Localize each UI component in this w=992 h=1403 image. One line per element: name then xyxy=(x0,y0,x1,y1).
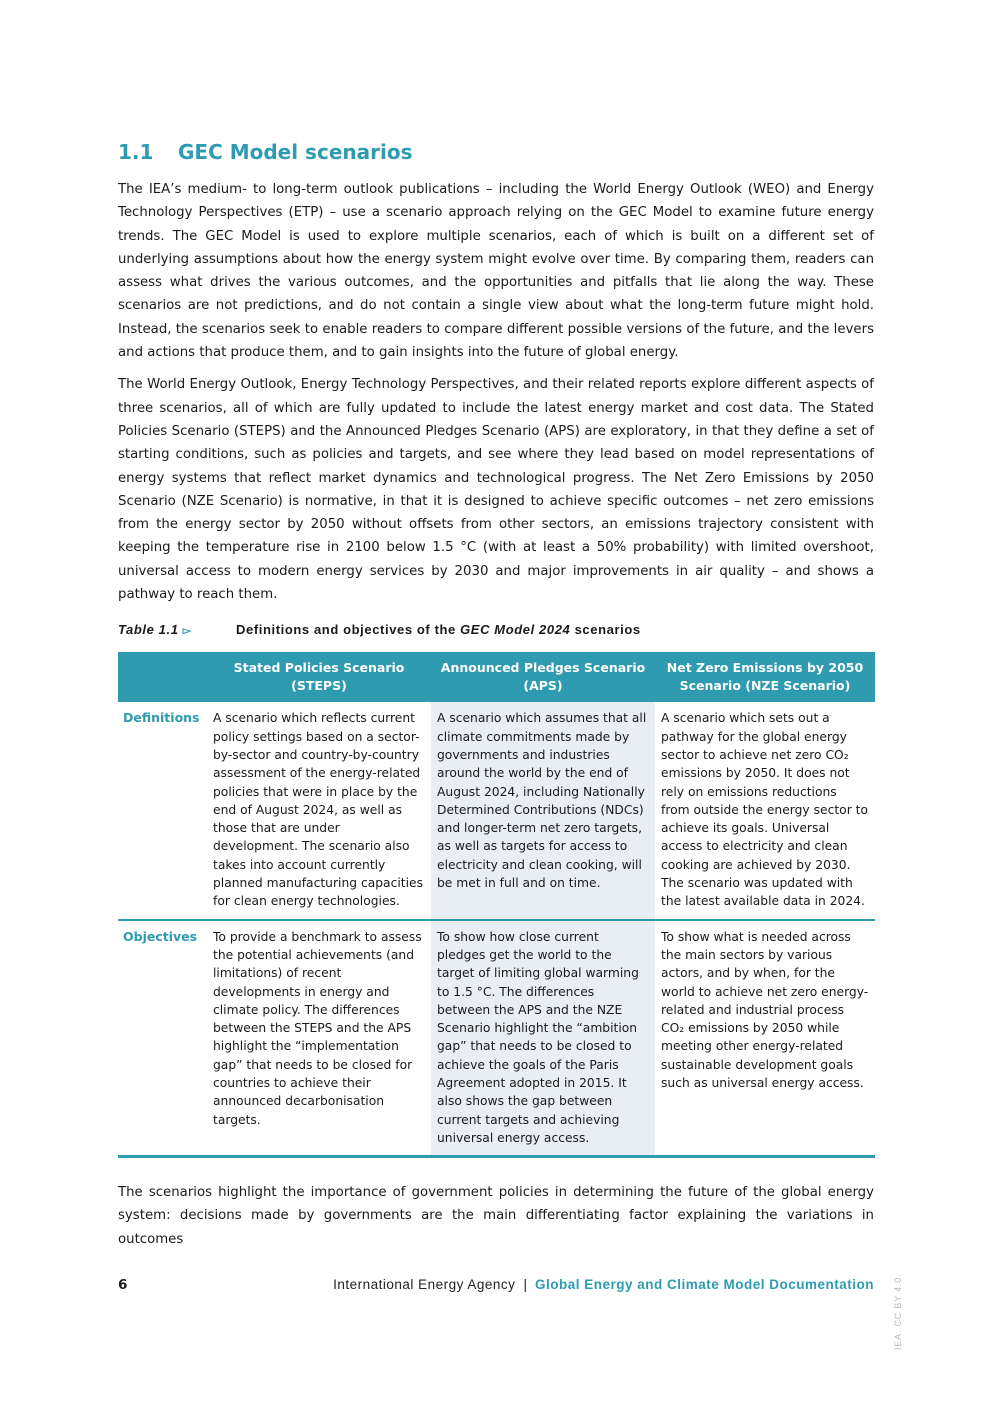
table-number-wrap xyxy=(118,622,236,637)
page-footer xyxy=(118,1277,874,1297)
page-content xyxy=(118,140,874,1260)
header-steps: Stated Policies Scenario (STEPS) xyxy=(207,652,431,702)
table-number: Table 1.1 xyxy=(118,622,179,638)
table-row xyxy=(118,920,875,1157)
footer-organisation: International Energy Agency xyxy=(333,1277,516,1292)
section-title: GEC Model scenarios xyxy=(178,140,413,164)
footer-separator: | xyxy=(523,1277,527,1292)
cell-steps-objective: To provide a benchmark to assess the potential achievements (and limitations) of recent developments in energy and climate policy. The differences between the STEPS and the APS highlight the “implementation gap” that needs to be closed for countries to achieve their announced decarbonisation targets. xyxy=(207,920,431,1157)
triangle-marker-icon: ▻ xyxy=(182,625,192,638)
header-nze: Net Zero Emissions by 2050 Scenario (NZE Scenario) xyxy=(655,652,875,702)
closing-paragraph: The scenarios highlight the importance of government policies in determining the future of the global energy system: decisions made by governments are the main differentiating factor explaining the variations in outcomes xyxy=(118,1185,874,1247)
body-paragraph: The World Energy Outlook, Energy Technology Perspectives, and their related reports explore different aspects of three scenarios, all of which are fully updated to include the latest energy market and cost data. The Stated Policies Scenario (STEPS) and the Announced Pledges Scenario (APS) are exploratory, in that they define a set of starting conditions, such as policies and targets, and see where they lead based on model representations of energy systems that reflect market dynamics and technological progress. The Net Zero Emissions by 2050 Scenario (NZE Scenario) is normative, in that it is designed to achieve specific outcomes – net zero emissions from the energy sector by 2050 without offsets from other sectors, an emissions trajectory consistent with keeping the temperature rise in 2100 below 1.5 °C (with at least a 50% probability) with limited overshoot, universal access to modern energy services by 2030 and major improvements in air quality – and shows a pathway to reach them. xyxy=(118,377,874,603)
footer-document-title: Global Energy and Climate Model Documentation xyxy=(534,1277,874,1292)
page-number: 6 xyxy=(118,1277,128,1293)
caption-model-name: GEC Model 2024 xyxy=(460,622,571,638)
row-label-definitions: Definitions xyxy=(118,702,207,919)
license-note: IEA. CC BY 4.0. xyxy=(893,1273,903,1350)
cell-nze-definition: A scenario which sets out a pathway for the global energy sector to achieve net zero CO₂ emissions by 2050. It does not rely on emissions reductions from outside the energy sector to achieve its goals. Universal access to electricity and clean cooking are achieved by 2030. The scenario was updated with the latest available data in 2024. xyxy=(655,702,875,919)
table-row xyxy=(118,702,875,919)
cell-nze-objective: To show what is needed across the main sectors by various actors, and by when, for the world to achieve net zero energy-related and industrial process CO₂ emissions by 2050 while meeting other energy-related sustainable development goals such as universal energy access. xyxy=(655,920,875,1157)
table-caption xyxy=(118,622,874,642)
footer-right xyxy=(333,1277,874,1293)
body-paragraph: The IEA’s medium- to long-term outlook publications – including the World Energy Outlook (WEO) and Energy Technology Perspectives (ETP) – use a scenario approach relying on the GEC Model to examine future energy trends. The GEC Model is used to explore multiple scenarios, each of which is built on a different set of underlying assumptions about how the energy system might evolve over time. By comparing them, readers can assess what drives the various outcomes, and the opportunities and pitfalls that lie along the way. These scenarios are not predictions, and do not contain a single view about what the long-term future might hold. Instead, the scenarios seek to enable readers to compare different possible versions of the future, and the levers and actions that produce them, and to gain insights into the future of global energy. xyxy=(118,182,874,361)
table-header-row xyxy=(118,652,875,702)
section-number: 1.1 xyxy=(118,140,154,164)
caption-text: Definitions and objectives of the xyxy=(236,622,461,638)
row-label-objectives: Objectives xyxy=(118,920,207,1157)
cell-aps-definition: A scenario which assumes that all climate commitments made by governments and industries around the world by the end of August 2024, including Nationally Determined Contributions (NDCs) and longer-term net zero targets, as well as targets for access to electricity and clean cooking, will be met in full and on time. xyxy=(431,702,655,919)
section-heading xyxy=(118,140,874,164)
header-empty xyxy=(118,652,207,702)
caption-text-end: scenarios xyxy=(570,622,641,638)
cell-aps-objective: To show how close current pledges get the world to the target of limiting global warming to 1.5 °C. The differences between the APS and the NZE Scenario highlight the “ambition gap” that needs to be closed to achieve the goals of the Paris Agreement adopted in 2015. It also shows the gap between current targets and achieving universal energy access. xyxy=(431,920,655,1157)
header-aps: Announced Pledges Scenario (APS) xyxy=(431,652,655,702)
scenario-table xyxy=(118,652,875,1158)
cell-steps-definition: A scenario which reflects current policy settings based on a sector-by-sector and country-by-country assessment of the energy-related policies that were in place by the end of August 2024, as well as those that are under development. The scenario also takes into account currently planned manufacturing capacities for clean energy technologies. xyxy=(207,702,431,919)
